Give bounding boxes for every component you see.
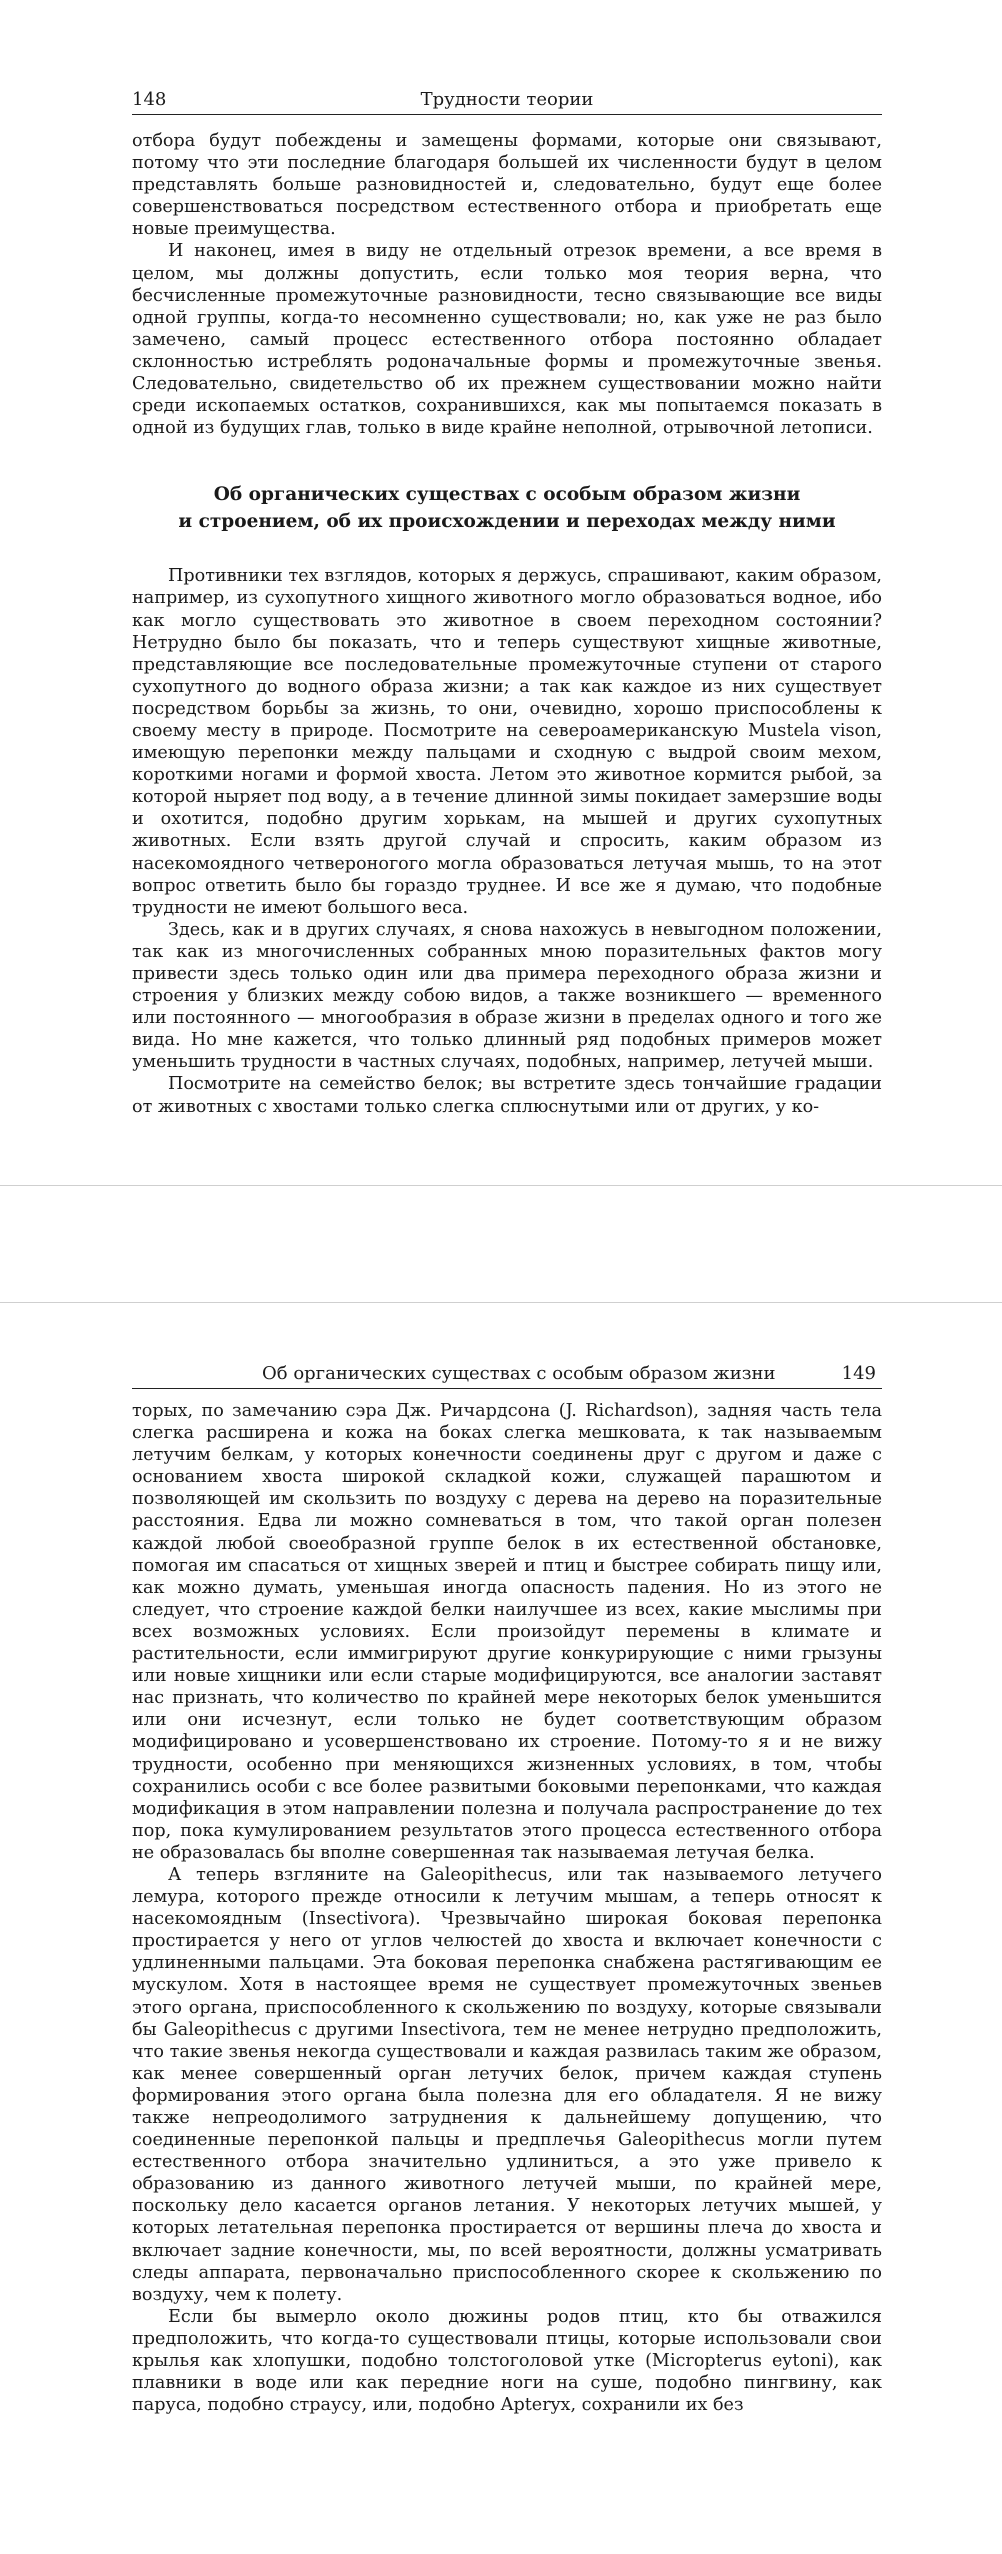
running-head — [132, 86, 882, 115]
running-title: Трудности теории — [420, 89, 594, 110]
paragraph: А теперь взгляните на Galeopithecus, или так называемого летучего лемура, которого прежде относили к летучим мышам, а теперь относят к насекомоядным (Insectivora). Чрезвычайно широкая боковая перепонка простирается у него от углов челюстей до хвоста и включает конечности с удлиненными пальцами. Эта боковая перепонка снабжена растягивающим ее мускулом. Хотя в настоящее время не существует промежуточных звеньев этого органа, приспособленного к скольжению по воздуху, которые связывали бы Galeopithecus с другими Insectivora, тем не менее нетрудно предположить, что такие звенья некогда существовали и каждая развилась таким же образом, как менее совершенный орган летучих белок, причем каждая ступень формирования этого органа была полезна для его обладателя. Я не вижу также непреодолимого затруднения к дальнейшему допущению, что соединенные перепонкой пальцы и предплечья Galeopithecus могли путем естественного отбора значительно удлиниться, а это уже привело к образованию из данного животного летучей мыши, по крайней мере, поскольку дело касается органов летания. У некоторых летучих мышей, у которых летательная перепонка простирается от вершины плеча до хвоста и включает задние конечности, мы, по всей вероятности, должны усматривать следы аппарата, первоначально приспособленного скорее к скольжению по воздуху, чем к полету. — [132, 1864, 882, 2305]
paragraph: Здесь, как и в других случаях, я снова нахожусь в невыгодном положении, так как из многочисленных собранных мною поразительных фактов могу привести здесь только один или два примера переходного образа жизни и строения у близких между собою видов, а также возникшего — временного или постоянного — многообразия в образе жизни в пределах одного и того же вида. Но мне кажется, что только длинный ряд подобных примеров может уменьшить трудности в частных случаях, подобных, например, летучей мыши. — [132, 919, 882, 1073]
page-148-body — [132, 130, 882, 1118]
running-title: Об органических существах с особым образом жизни — [262, 1363, 776, 1384]
page-number: 148 — [132, 89, 167, 110]
paragraph: И наконец, имея в виду не отдельный отрезок времени, а все время в целом, мы должны допустить, если только моя теория верна, что бесчисленные промежуточные разновидности, тесно связывающие все виды одной группы, когда-то несомненно существовали; но, как уже не раз было замечено, самый процесс естественного отбора постоянно обладает склонностью истреблять родоначальные формы и промежуточные звенья. Следовательно, свидетельство об их прежнем существовании можно найти среди ископаемых остатков, сохранившихся, как мы попытаемся показать в одной из будущих глав, только в виде крайне неполной, отрывочной летописи. — [132, 241, 882, 439]
page-gap — [0, 1186, 1002, 1302]
paragraph: Посмотрите на семейство белок; вы встретите здесь тончайшие градации от животных с хвостами только слегка сплюснутыми или от других, у ко- — [132, 1074, 882, 1117]
running-head-right — [132, 1360, 882, 1389]
paragraph: отбора будут побеждены и замещены формами, которые они связывают, потому что эти последние благодаря большей их численности будут в целом представлять больше разновидностей и, следовательно, будут еще более совершенствоваться посредством естественного отбора и приобретать еще новые преимущества. — [132, 131, 882, 240]
paragraph: торых, по замечанию сэра Дж. Ричардсона (J. Richardson), задняя часть тела слегка расширена и кожа на боках слегка мешковата, к так называемым летучим белкам, у которых конечности соединены друг с другом и даже с основанием хвоста широкой складкой кожи, служащей парашютом и позволяющей им скользить по воздуху с дерева на дерево на поразительные расстояния. Едва ли можно сомневаться в том, что такой орган полезен каждой любой своеобразной группе белок в их естественной обстановке, помогая им спасаться от хищных зверей и птиц и быстрее собирать пищу или, как можно думать, уменьшая иногда опасность падения. Но из этого не следует, что строение каждой белки наилучшее из всех, какие мыслимы при всех возможных условиях. Если произойдут перемены в климате и растительности, если иммигрируют другие конкурирующие с ними грызуны или новые хищники или если старые модифицируются, все аналогии заставят нас признать, что количество по крайней мере некоторых белок уменьшится или они исчезнут, если только не будет соответствующим образом модифицировано и усовершенствовано их строение. Потому-то я и не вижу трудности, особенно при меняющихся жизненных условиях, в том, чтобы сохранились особи с все более развитыми боковыми перепонками, что каждая модификация в этом направлении полезна и получала распространение до тех пор, пока кумулированием результатов этого процесса естественного отбора не образовалась бы вполне совершенная так называемая летучая белка. — [132, 1401, 882, 1863]
page-149-body — [132, 1400, 882, 2416]
paragraph: Противники тех взглядов, которых я держусь, спрашивают, каким образом, например, из сухопутного хищного животного могло образоваться водное, ибо как могло существовать это животное в своем переходном состоянии? Нетрудно было бы показать, что и теперь существуют хищные животные, представляющие все последовательные промежуточные ступени от старого сухопутного до водного образа жизни; а так как каждое из них существует посредством борьбы за жизнь, то они, очевидно, хорошо приспособлены к своему месту в природе. Посмотрите на североамериканскую Mustela vison, имеющую перепонки между пальцами и сходную с выдрой своим мехом, короткими ногами и формой хвоста. Летом это животное кормится рыбой, за которой ныряет под воду, а в течение длинной зимы покидает замерзшие воды и охотится, подобно другим хорькам, на мышей и других сухопутных животных. Если взять другой случай и спросить, каким образом из насекомоядного четвероногого могла образоваться летучая мышь, то на этот вопрос ответить было бы гораздо труднее. И все же я думаю, что подобные трудности не имеют большого веса. — [132, 566, 882, 918]
section-heading — [132, 481, 882, 535]
section-heading-line: и строением, об их происхождении и переходах между ними — [178, 511, 836, 533]
paragraph: Если бы вымерло около дюжины родов птиц, кто бы отважился предположить, что когда-то существовали птицы, которые использовали свои крылья как хлопушки, подобно толстоголовой утке (Micropterus eytoni), как плавники в воде или как передние ноги на суше, подобно пингвину, как паруса, подобно страусу, или, подобно Apteryx, сохранили их без — [132, 2306, 882, 2416]
section-heading-line: Об органических существах с особым образом жизни — [213, 484, 801, 506]
page-number: 149 — [841, 1363, 876, 1384]
